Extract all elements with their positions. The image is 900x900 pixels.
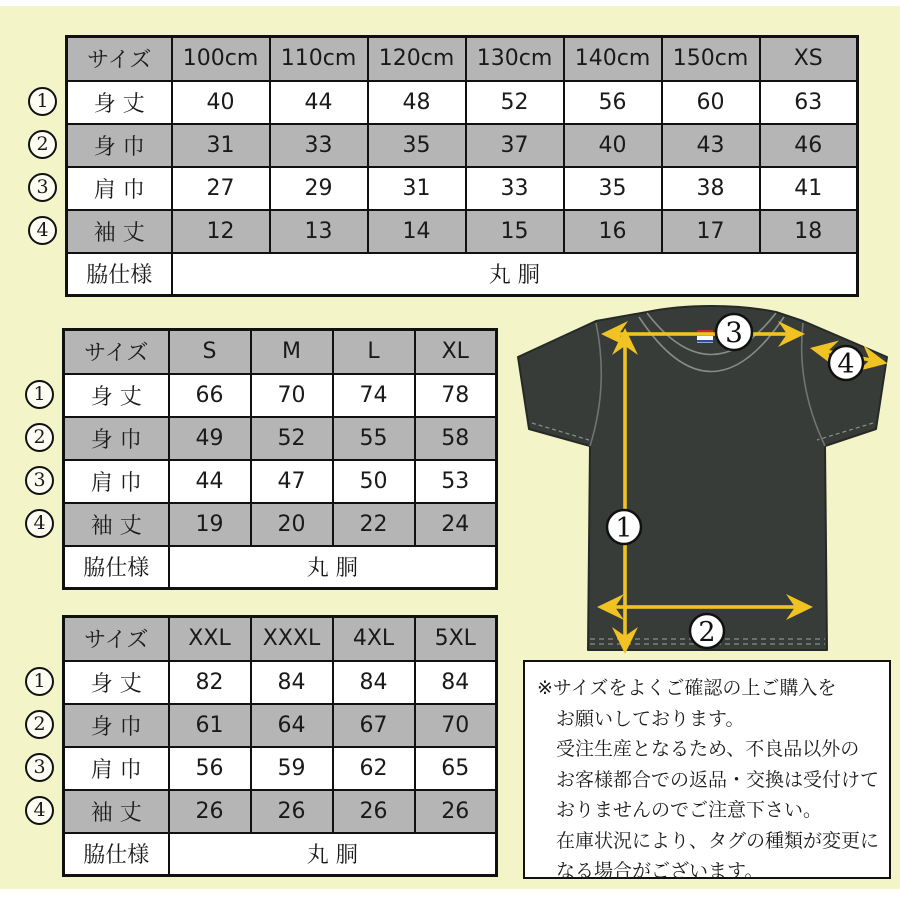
measurement-value: 67	[333, 704, 415, 747]
measurement-value: 58	[415, 417, 497, 460]
measurement-value: 50	[333, 460, 415, 503]
row-number-circle: 4	[25, 796, 54, 825]
row-number-circle: 3	[25, 466, 54, 495]
measurement-value: 15	[466, 210, 564, 253]
row-label: 肩 巾	[64, 747, 169, 790]
row-number-circle: 2	[25, 710, 54, 739]
measurement-value: 37	[466, 124, 564, 167]
measurement-value: 46	[760, 124, 858, 167]
size-header-label: サイズ	[64, 330, 169, 374]
measurement-value: 35	[368, 124, 466, 167]
side-spec-value: 丸 胴	[169, 546, 497, 589]
column-header: 5XL	[415, 617, 497, 661]
measurement-value: 48	[368, 81, 466, 124]
measurement-value: 44	[169, 460, 251, 503]
row-label: 肩 巾	[67, 167, 172, 210]
measurement-value: 24	[415, 503, 497, 546]
measurement-value: 62	[333, 747, 415, 790]
side-spec-label: 脇仕様	[64, 546, 169, 589]
measurement-value: 26	[169, 790, 251, 833]
measurement-value: 64	[251, 704, 333, 747]
measurement-value: 43	[662, 124, 760, 167]
notice-line: 在庫状況により、タグの種類が変更に	[556, 829, 880, 852]
measurement-value: 74	[333, 374, 415, 417]
column-header: XS	[760, 37, 858, 81]
measurement-value: 38	[662, 167, 760, 210]
column-header: 100cm	[172, 37, 270, 81]
measurement-value: 33	[466, 167, 564, 210]
row-number-circle: 2	[25, 423, 54, 452]
column-header: XXXL	[251, 617, 333, 661]
notice-line: ※サイズをよくご確認の上ご購入を	[537, 677, 837, 699]
side-spec-value: 丸 胴	[172, 253, 858, 296]
measurement-value: 52	[251, 417, 333, 460]
brand-tag	[697, 330, 713, 343]
row-number-circle: 1	[25, 667, 54, 696]
page-background	[0, 6, 900, 889]
measurement-value: 47	[251, 460, 333, 503]
row-number-circle: 2	[28, 130, 57, 159]
measurement-value: 13	[270, 210, 368, 253]
measurement-value: 40	[172, 81, 270, 124]
column-header: 120cm	[368, 37, 466, 81]
notice-box	[523, 660, 891, 882]
measure-circle-3	[716, 314, 752, 350]
size-header-label: サイズ	[64, 617, 169, 661]
size-table-large	[33, 615, 498, 877]
measurement-value: 59	[251, 747, 333, 790]
size-table-adult	[62, 328, 498, 590]
measurement-value: 19	[169, 503, 251, 546]
column-header: 110cm	[270, 37, 368, 81]
measurement-value: 70	[251, 374, 333, 417]
svg-text:4: 4	[837, 349, 855, 380]
row-label: 身 巾	[64, 417, 169, 460]
measurement-value: 63	[760, 81, 858, 124]
row-number-circle: 1	[28, 87, 57, 116]
measurement-value: 78	[415, 374, 497, 417]
row-label: 袖 丈	[64, 503, 169, 546]
measure-circle-4	[829, 346, 863, 380]
measurement-value: 55	[333, 417, 415, 460]
row-number-circle: 4	[28, 216, 57, 245]
measurement-value: 56	[564, 81, 662, 124]
side-spec-label: 脇仕様	[67, 253, 172, 296]
row-number-circle: 3	[25, 753, 54, 782]
measurement-value: 17	[662, 210, 760, 253]
measurement-value: 26	[415, 790, 497, 833]
measurement-value: 31	[368, 167, 466, 210]
column-header: 130cm	[466, 37, 564, 81]
column-header: 140cm	[564, 37, 662, 81]
side-spec-label: 脇仕様	[64, 833, 169, 876]
measurement-value: 53	[415, 460, 497, 503]
measurement-value: 84	[251, 661, 333, 704]
measurement-value: 20	[251, 503, 333, 546]
notice-line: なる場合がございます。	[556, 860, 764, 882]
column-header: M	[251, 330, 333, 374]
column-header: 4XL	[333, 617, 415, 661]
svg-text:2: 2	[698, 617, 716, 648]
measurement-value: 35	[564, 167, 662, 210]
row-label: 袖 丈	[67, 210, 172, 253]
svg-text:1: 1	[615, 513, 633, 544]
measurement-value: 16	[564, 210, 662, 253]
size-table-kids	[36, 35, 859, 297]
measurement-value: 41	[760, 167, 858, 210]
measurement-value: 70	[415, 704, 497, 747]
notice-line: お願いしております。	[556, 707, 745, 730]
column-header: XXL	[169, 617, 251, 661]
size-table-large	[62, 615, 498, 877]
measurement-value: 65	[415, 747, 497, 790]
column-header: XL	[415, 330, 497, 374]
measurement-value: 14	[368, 210, 466, 253]
measure-circle-2	[690, 614, 724, 648]
svg-text:3: 3	[725, 316, 743, 349]
measurement-value: 22	[333, 503, 415, 546]
measurement-value: 26	[251, 790, 333, 833]
measure-circle-1	[607, 510, 641, 544]
column-header: 150cm	[662, 37, 760, 81]
measurement-value: 27	[172, 167, 270, 210]
column-header: S	[169, 330, 251, 374]
tshirt-measurement-diagram	[505, 300, 900, 665]
measurement-value: 61	[169, 704, 251, 747]
measurement-value: 84	[333, 661, 415, 704]
measurement-value: 60	[662, 81, 760, 124]
row-label: 肩 巾	[64, 460, 169, 503]
row-number-circle: 3	[28, 173, 57, 202]
row-label: 身 丈	[64, 661, 169, 704]
row-label: 身 丈	[64, 374, 169, 417]
measurement-value: 52	[466, 81, 564, 124]
size-header-label: サイズ	[67, 37, 172, 81]
side-spec-value: 丸 胴	[169, 833, 497, 876]
row-label: 身 巾	[67, 124, 172, 167]
row-number-circle: 1	[25, 380, 54, 409]
measurement-value: 66	[169, 374, 251, 417]
notice-line: お客様都合での返品・交換は受付けて	[556, 768, 880, 791]
row-number-circle: 4	[25, 509, 54, 538]
measurement-value: 12	[172, 210, 270, 253]
column-header: L	[333, 330, 415, 374]
measurement-value: 49	[169, 417, 251, 460]
notice-line: 受注生産となるため、不良品以外の	[556, 738, 860, 760]
measurement-value: 84	[415, 661, 497, 704]
measurement-value: 33	[270, 124, 368, 167]
row-label: 身 丈	[67, 81, 172, 124]
row-label: 袖 丈	[64, 790, 169, 833]
measurement-value: 40	[564, 124, 662, 167]
measurement-value: 26	[333, 790, 415, 833]
measurement-value: 44	[270, 81, 368, 124]
measurement-value: 56	[169, 747, 251, 790]
row-label: 身 巾	[64, 704, 169, 747]
measurement-value: 29	[270, 167, 368, 210]
measurement-value: 82	[169, 661, 251, 704]
measurement-value: 31	[172, 124, 270, 167]
notice-line: おりませんのでご注意下さい。	[556, 799, 823, 821]
measurement-value: 18	[760, 210, 858, 253]
size-table-adult	[33, 328, 498, 590]
size-table-kids	[65, 35, 859, 297]
